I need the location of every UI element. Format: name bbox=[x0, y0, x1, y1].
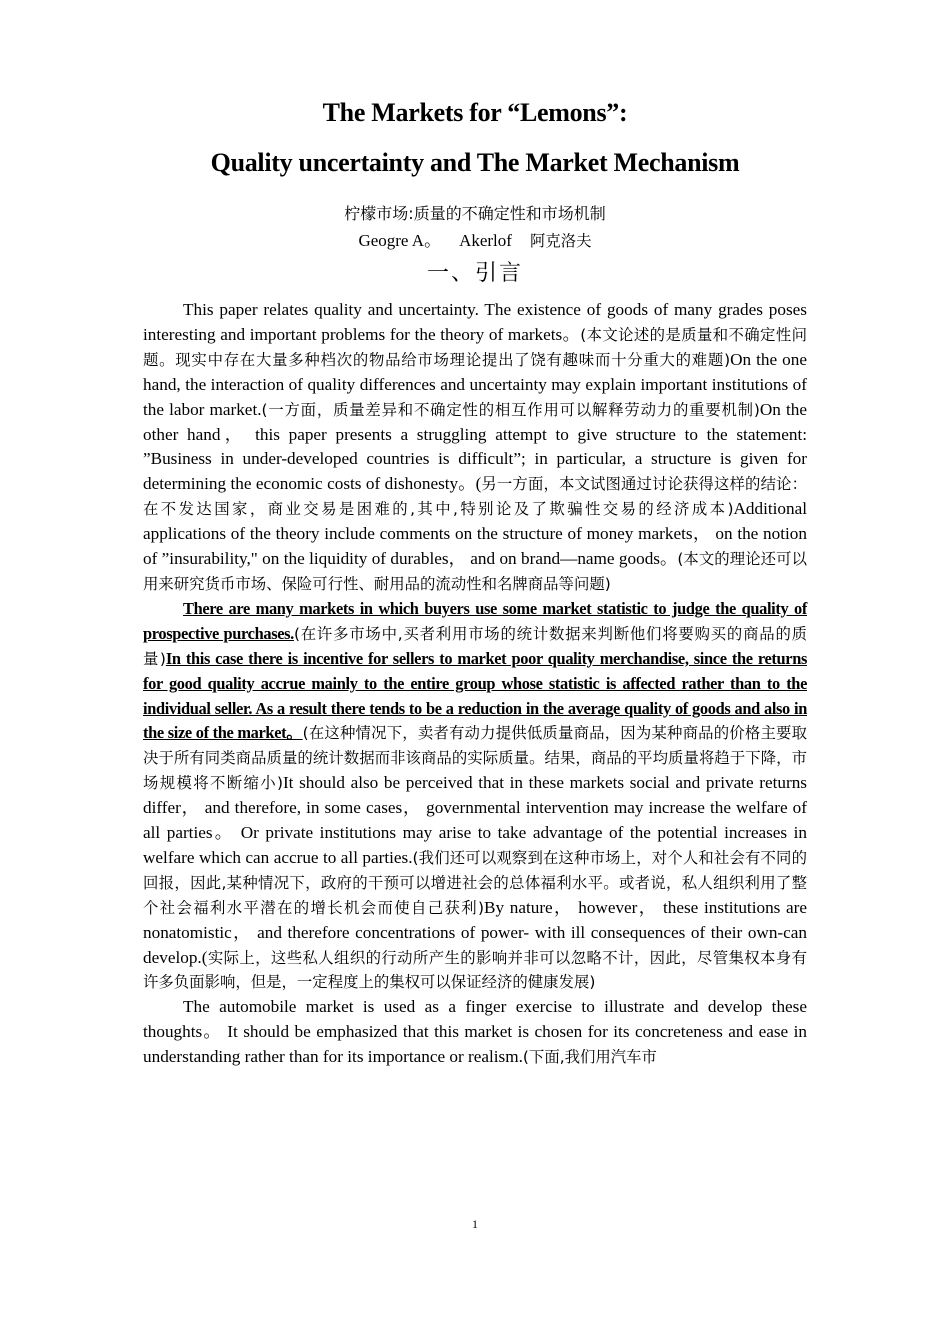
title-line-1: The Markets for “Lemons”: bbox=[322, 98, 628, 127]
paragraph-1 bbox=[143, 298, 807, 597]
title-line-2: Quality uncertainty and The Market Mechanism bbox=[210, 148, 740, 177]
p1-sentence-3: On the other hand， this paper presents a struggling attempt to give structure to the statement: ”Business in under-developed countries is difficult”; in particular, a structure is given for determining the economic costs of dishonesty。( bbox=[143, 399, 807, 494]
p3-translation-1: (下面,我们用汽车市 bbox=[522, 1048, 657, 1067]
p2-translation-4: 实际上，这些私人组织的行动所产生的影响并非可以忽略不计，因此，尽管集权本身有许多负面影响，但是，一定程度上的集权可以保证经济的健康发展) bbox=[143, 948, 807, 992]
p2-translation-3: (我们还可以观察到在这种市场上，对个人和社会有不同的回报，因此,某种情况下，政府的干预可以增进社会的总体福利水平。或者说，私人组织利用了整个社会福利水平潜在的增长机会而使自己获利) bbox=[143, 848, 807, 917]
page-number: 1 bbox=[472, 1217, 478, 1231]
p2-translation-2: (在这种情况下，卖者有动力提供低质量商品，因为某种商品的价格主要取决于所有同类商品质量的统计数据而非该商品的实际质量。结果，商品的平均质量将趋于下降，市场规模将不断缩小) bbox=[143, 724, 807, 793]
p1-sentence-4: Additional applications of the theory include comments on the structure of money markets， on the notion of ”insurability," on the liquidity of durables， and on brand—name goods。 bbox=[143, 499, 807, 569]
body-text bbox=[143, 298, 807, 1070]
p2-highlight-2: In this case there is incentive for sellers to market poor quality merchandise, since the returns for good quality accrue mainly to the entire group whose statistic is affected rather than to the individual seller. As a result there tends to be a reduction in the average quality of goods and also in the size of the market。 bbox=[143, 648, 807, 743]
p1-sentence-1: This paper relates quality and uncertainty. The existence of goods of many grades poses interesting and important problems for the theory of markets。 bbox=[143, 300, 807, 344]
p1-translation-1: (本文论述的是质量和不确定性问题。现实中存在大量多种档次的物品给市场理论提出了饶有趣味而十分重大的难题) bbox=[143, 325, 807, 369]
p1-translation-4: (本文的理论还可以用来研究货币市场、保险可行性、耐用品的流动性和名牌商品等问题) bbox=[143, 550, 807, 593]
p2-sentence-3: It should also be perceived that in these markets social and private returns differ， and therefore, in some cases， governmental intervention may increase the welfare of all parties。 Or private institutions may arise to take advantage of the potential increases in welfare which can accrue to all parties. bbox=[143, 773, 807, 867]
p2-translation-1: (在许多市场中,买者利用市场的统计数据来判断他们将要购买的商品的质量) bbox=[143, 624, 808, 668]
author-first-name: Geogre A。 bbox=[358, 231, 442, 250]
paragraph-3 bbox=[143, 995, 807, 1070]
author-last-name: Akerlof bbox=[459, 231, 512, 250]
chinese-subtitle: 柠檬市场:质量的不确定性和市场机制 bbox=[344, 204, 606, 223]
p1-translation-3: 另一方面，本文试图通过讨论获得这样的结论：在不发达国家，商业交易是困难的,其中,特别论及了欺骗性交易的经济成本) bbox=[143, 475, 807, 519]
section-heading: 一、引言 bbox=[426, 261, 523, 286]
paragraph-2 bbox=[143, 597, 807, 996]
p2-sentence-4: By nature， however， these institutions are nonatomistic， and therefore concentrations of power- with ill consequences of their own-can develop.( bbox=[143, 897, 807, 967]
p1-sentence-2: On the one hand, the interaction of quality differences and uncertainty may explain important institutions of the labor market. bbox=[143, 349, 807, 419]
author-chinese-name: 阿克洛夫 bbox=[529, 232, 592, 250]
p2-highlight-1: There are many markets in which buyers use some market statistic to judge the quality of prospective purchases. bbox=[143, 598, 807, 643]
p1-translation-2: (一方面，质量差异和不确定性的相互作用可以解释劳动力的重要机制) bbox=[261, 400, 760, 419]
author-line bbox=[0, 226, 950, 251]
p3-sentence-1: The automobile market is used as a finger exercise to illustrate and develop these thoughts。 It should be emphasized that this market is chosen for its concreteness and ease in understanding rather than for its importance or realism. bbox=[143, 997, 807, 1067]
